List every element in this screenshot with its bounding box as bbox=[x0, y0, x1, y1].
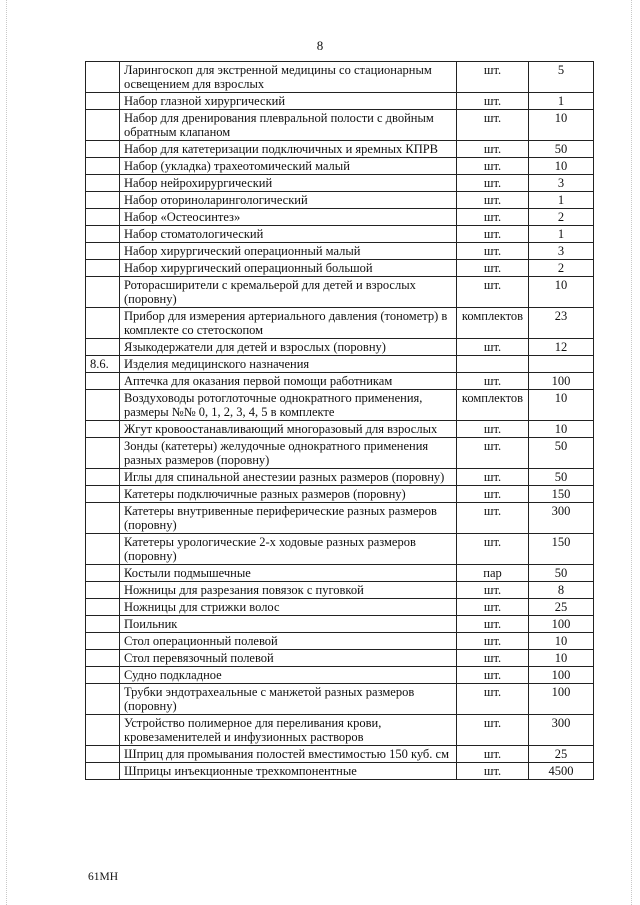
row-number bbox=[86, 158, 120, 175]
item-unit: шт. bbox=[457, 534, 529, 565]
item-quantity: 1 bbox=[529, 192, 594, 209]
item-unit: шт. bbox=[457, 667, 529, 684]
item-quantity: 10 bbox=[529, 633, 594, 650]
item-quantity: 50 bbox=[529, 141, 594, 158]
item-quantity: 5 bbox=[529, 62, 594, 93]
row-number bbox=[86, 438, 120, 469]
item-name: Катетеры внутривенные периферические разных размеров (поровну) bbox=[120, 503, 457, 534]
item-unit: шт. bbox=[457, 277, 529, 308]
row-number bbox=[86, 209, 120, 226]
item-name: Устройство полимерное для переливания крови, кровезаменителей и инфузионных растворов bbox=[120, 715, 457, 746]
item-name: Ларингоскоп для экстренной медицины со стационарным освещением для взрослых bbox=[120, 62, 457, 93]
row-number bbox=[86, 421, 120, 438]
row-number bbox=[86, 175, 120, 192]
table-row bbox=[86, 192, 594, 209]
item-unit: шт. bbox=[457, 650, 529, 667]
row-number bbox=[86, 650, 120, 667]
table-row bbox=[86, 486, 594, 503]
row-number bbox=[86, 715, 120, 746]
item-unit: шт. bbox=[457, 158, 529, 175]
item-quantity: 12 bbox=[529, 339, 594, 356]
row-number bbox=[86, 667, 120, 684]
row-number bbox=[86, 192, 120, 209]
row-number bbox=[86, 469, 120, 486]
table-row bbox=[86, 356, 594, 373]
table-row bbox=[86, 277, 594, 308]
item-name: Воздуховоды ротоглоточные однократного применения, размеры №№ 0, 1, 2, 3, 4, 5 в комплекте bbox=[120, 390, 457, 421]
item-quantity: 300 bbox=[529, 503, 594, 534]
table-row bbox=[86, 633, 594, 650]
item-unit: шт. bbox=[457, 175, 529, 192]
item-quantity: 3 bbox=[529, 243, 594, 260]
item-unit: шт. bbox=[457, 616, 529, 633]
item-unit: шт. bbox=[457, 339, 529, 356]
item-unit: шт. bbox=[457, 226, 529, 243]
table-row bbox=[86, 667, 594, 684]
table-row bbox=[86, 93, 594, 110]
item-unit bbox=[457, 356, 529, 373]
scan-edge-right bbox=[631, 0, 632, 905]
item-name: Иглы для спинальной анестезии разных размеров (поровну) bbox=[120, 469, 457, 486]
row-number bbox=[86, 599, 120, 616]
item-quantity: 10 bbox=[529, 158, 594, 175]
item-name: Катетеры подключичные разных размеров (поровну) bbox=[120, 486, 457, 503]
row-number bbox=[86, 93, 120, 110]
row-number bbox=[86, 633, 120, 650]
row-number bbox=[86, 373, 120, 390]
item-unit: шт. bbox=[457, 582, 529, 599]
item-name: Шприц для промывания полостей вместимостью 150 куб. см bbox=[120, 746, 457, 763]
item-quantity: 10 bbox=[529, 390, 594, 421]
item-quantity: 10 bbox=[529, 421, 594, 438]
item-name: Прибор для измерения артериального давления (тонометр) в комплекте со стетоскопом bbox=[120, 308, 457, 339]
row-number bbox=[86, 277, 120, 308]
row-number bbox=[86, 62, 120, 93]
equipment-table bbox=[85, 61, 594, 780]
row-number bbox=[86, 308, 120, 339]
item-name: Катетеры урологические 2-х ходовые разных размеров (поровну) bbox=[120, 534, 457, 565]
row-number bbox=[86, 226, 120, 243]
item-quantity: 2 bbox=[529, 260, 594, 277]
table-row bbox=[86, 534, 594, 565]
item-unit: шт. bbox=[457, 715, 529, 746]
item-quantity: 10 bbox=[529, 650, 594, 667]
item-quantity: 50 bbox=[529, 565, 594, 582]
item-unit: шт. bbox=[457, 469, 529, 486]
item-unit: шт. bbox=[457, 192, 529, 209]
item-quantity: 50 bbox=[529, 469, 594, 486]
item-unit: шт. bbox=[457, 209, 529, 226]
page-number: 8 bbox=[316, 38, 324, 53]
item-unit: шт. bbox=[457, 62, 529, 93]
item-unit: шт. bbox=[457, 243, 529, 260]
item-quantity: 25 bbox=[529, 599, 594, 616]
table-row bbox=[86, 308, 594, 339]
item-quantity: 100 bbox=[529, 373, 594, 390]
item-name: Ножницы для стрижки волос bbox=[120, 599, 457, 616]
item-name: Шприцы инъекционные трехкомпонентные bbox=[120, 763, 457, 780]
item-quantity: 100 bbox=[529, 667, 594, 684]
item-unit: шт. bbox=[457, 260, 529, 277]
footer-code: 61МН bbox=[88, 871, 119, 883]
item-quantity: 1 bbox=[529, 226, 594, 243]
item-name: Набор нейрохирургический bbox=[120, 175, 457, 192]
item-unit: шт. bbox=[457, 421, 529, 438]
item-quantity: 100 bbox=[529, 616, 594, 633]
row-number bbox=[86, 110, 120, 141]
table-row bbox=[86, 746, 594, 763]
item-quantity: 1 bbox=[529, 93, 594, 110]
item-quantity bbox=[529, 356, 594, 373]
table-row bbox=[86, 226, 594, 243]
table-row bbox=[86, 684, 594, 715]
row-number bbox=[86, 260, 120, 277]
table-row bbox=[86, 565, 594, 582]
table-row bbox=[86, 390, 594, 421]
table-row bbox=[86, 175, 594, 192]
row-number bbox=[86, 339, 120, 356]
item-quantity: 25 bbox=[529, 746, 594, 763]
item-name: Ножницы для разрезания повязок с пуговкой bbox=[120, 582, 457, 599]
row-number bbox=[86, 534, 120, 565]
item-unit: шт. bbox=[457, 599, 529, 616]
item-unit: шт. bbox=[457, 373, 529, 390]
item-quantity: 10 bbox=[529, 110, 594, 141]
item-quantity: 2 bbox=[529, 209, 594, 226]
item-name: Набор для дренирования плевральной полости с двойным обратным клапаном bbox=[120, 110, 457, 141]
table-row bbox=[86, 763, 594, 780]
row-number bbox=[86, 486, 120, 503]
table-row bbox=[86, 582, 594, 599]
item-unit: пар bbox=[457, 565, 529, 582]
row-number bbox=[86, 746, 120, 763]
item-name: Набор оториноларингологический bbox=[120, 192, 457, 209]
table-row bbox=[86, 141, 594, 158]
item-unit: комплектов bbox=[457, 308, 529, 339]
item-unit: шт. bbox=[457, 486, 529, 503]
table-row bbox=[86, 373, 594, 390]
item-quantity: 4500 bbox=[529, 763, 594, 780]
item-unit: шт. bbox=[457, 633, 529, 650]
table-row bbox=[86, 599, 594, 616]
item-name: Поильник bbox=[120, 616, 457, 633]
table-row bbox=[86, 158, 594, 175]
item-quantity: 23 bbox=[529, 308, 594, 339]
item-unit: шт. bbox=[457, 438, 529, 469]
item-name: Судно подкладное bbox=[120, 667, 457, 684]
table-row bbox=[86, 209, 594, 226]
table-row bbox=[86, 110, 594, 141]
item-unit: шт. bbox=[457, 763, 529, 780]
table-row bbox=[86, 260, 594, 277]
table-row bbox=[86, 438, 594, 469]
item-name: Жгут кровоостанавливающий многоразовый для взрослых bbox=[120, 421, 457, 438]
equipment-table-body bbox=[86, 62, 594, 780]
row-number bbox=[86, 141, 120, 158]
item-name: Роторасширители с кремальерой для детей и взрослых (поровну) bbox=[120, 277, 457, 308]
row-number bbox=[86, 565, 120, 582]
item-name: Набор для катетеризации подключичных и яремных КПРВ bbox=[120, 141, 457, 158]
table-row bbox=[86, 715, 594, 746]
row-number bbox=[86, 582, 120, 599]
item-unit: шт. bbox=[457, 746, 529, 763]
row-number: 8.6. bbox=[86, 356, 120, 373]
row-number bbox=[86, 616, 120, 633]
item-quantity: 300 bbox=[529, 715, 594, 746]
item-name: Стол перевязочный полевой bbox=[120, 650, 457, 667]
item-quantity: 50 bbox=[529, 438, 594, 469]
item-quantity: 150 bbox=[529, 534, 594, 565]
item-name: Языкодержатели для детей и взрослых (поровну) bbox=[120, 339, 457, 356]
table-row bbox=[86, 616, 594, 633]
item-name: Набор глазной хирургический bbox=[120, 93, 457, 110]
item-quantity: 3 bbox=[529, 175, 594, 192]
table-row bbox=[86, 469, 594, 486]
table-row bbox=[86, 503, 594, 534]
item-name: Набор «Остеосинтез» bbox=[120, 209, 457, 226]
table-row bbox=[86, 339, 594, 356]
row-number bbox=[86, 503, 120, 534]
item-name: Трубки эндотрахеальные с манжетой разных размеров (поровну) bbox=[120, 684, 457, 715]
item-quantity: 10 bbox=[529, 277, 594, 308]
table-row bbox=[86, 243, 594, 260]
row-number bbox=[86, 243, 120, 260]
item-name: Аптечка для оказания первой помощи работникам bbox=[120, 373, 457, 390]
table-row bbox=[86, 62, 594, 93]
scan-edge-left bbox=[6, 0, 7, 905]
row-number bbox=[86, 390, 120, 421]
item-unit: шт. bbox=[457, 503, 529, 534]
row-number bbox=[86, 684, 120, 715]
item-unit: шт. bbox=[457, 93, 529, 110]
item-quantity: 8 bbox=[529, 582, 594, 599]
item-name: Зонды (катетеры) желудочные однократного применения разных размеров (поровну) bbox=[120, 438, 457, 469]
item-name: Стол операционный полевой bbox=[120, 633, 457, 650]
table-row bbox=[86, 650, 594, 667]
item-unit: шт. bbox=[457, 141, 529, 158]
table-row bbox=[86, 421, 594, 438]
row-number bbox=[86, 763, 120, 780]
item-quantity: 100 bbox=[529, 684, 594, 715]
item-unit: шт. bbox=[457, 684, 529, 715]
item-name: Набор хирургический операционный малый bbox=[120, 243, 457, 260]
item-name: Набор хирургический операционный большой bbox=[120, 260, 457, 277]
item-name: Набор (укладка) трахеотомический малый bbox=[120, 158, 457, 175]
item-name: Набор стоматологический bbox=[120, 226, 457, 243]
item-unit: шт. bbox=[457, 110, 529, 141]
item-quantity: 150 bbox=[529, 486, 594, 503]
item-unit: комплектов bbox=[457, 390, 529, 421]
item-name: Изделия медицинского назначения bbox=[120, 356, 457, 373]
item-name: Костыли подмышечные bbox=[120, 565, 457, 582]
